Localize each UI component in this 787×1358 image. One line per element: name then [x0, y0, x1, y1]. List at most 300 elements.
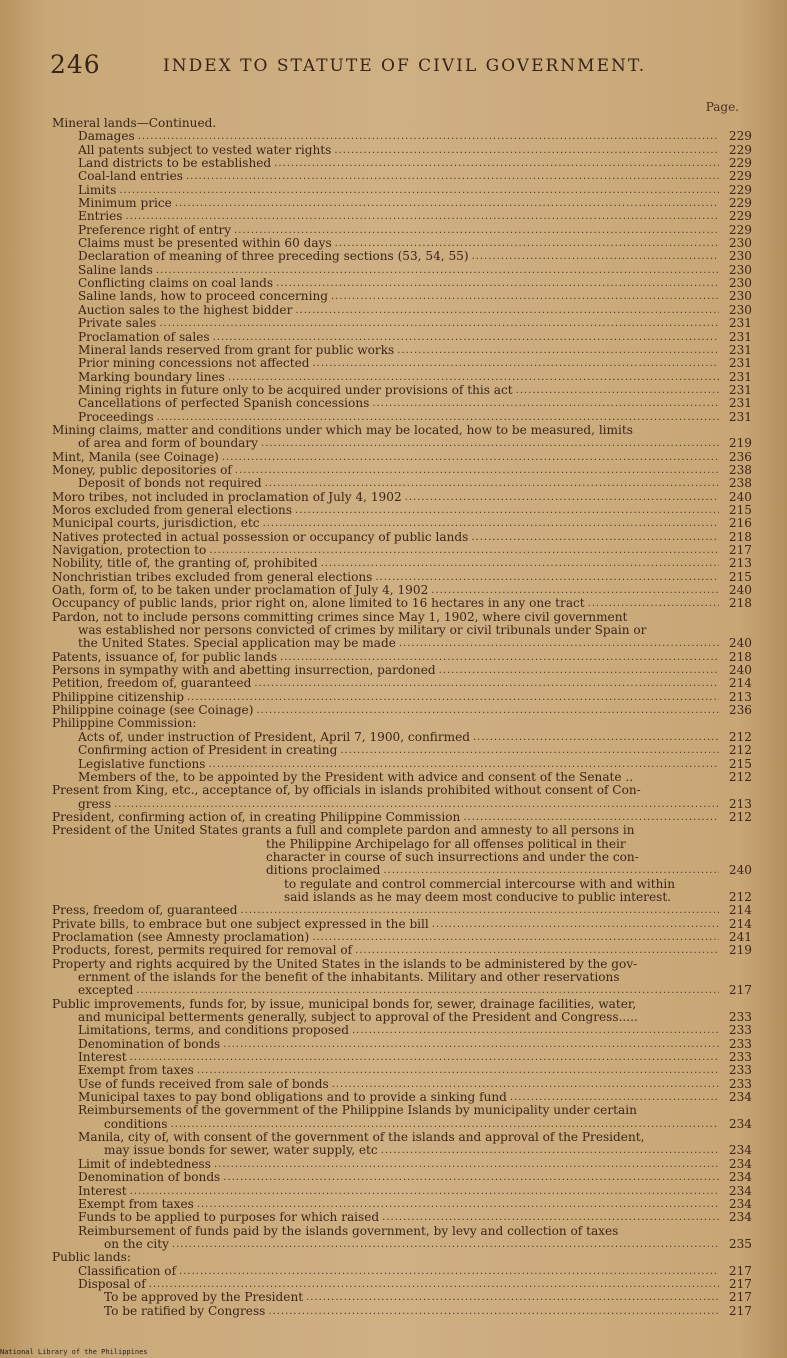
page-column-label: Page.: [705, 100, 739, 114]
index-entry: [52, 931, 752, 944]
index-entry: [52, 798, 752, 811]
entry-text: Philippine Commission:: [52, 716, 197, 731]
entry-text: Occupancy of public lands, prior right on, alone limited to 16 hectares in any one tract: [52, 596, 585, 611]
entry-text: Persons in sympathy with and abetting insurrection, pardoned: [52, 663, 436, 678]
page-title: INDEX TO STATUTE OF CIVIL GOVERNMENT.: [163, 56, 647, 76]
index-entry: [52, 717, 752, 730]
index-entry: [52, 504, 752, 517]
entry-text: Mining rights in future only to be acquired under provisions of this act: [78, 382, 513, 397]
index-entry: [52, 1144, 752, 1157]
entry-page-number: 230: [728, 249, 752, 264]
entry-page-number: 233: [728, 1036, 752, 1051]
entry-text: Conflicting claims on coal lands: [78, 276, 274, 291]
index-entry: [52, 1211, 752, 1224]
index-entry: [52, 304, 752, 317]
dot-leader: [197, 1064, 719, 1077]
entry-text: Funds to be applied to purposes for which raised: [78, 1210, 380, 1225]
entry-page-number: 234: [728, 1156, 752, 1171]
entry-page-number: 217: [728, 1276, 752, 1291]
entry-page-number: 217: [728, 983, 752, 998]
index-entry: [52, 1291, 752, 1304]
dot-leader: [149, 1278, 719, 1291]
entry-page-number: 217: [728, 1290, 752, 1305]
index-entry: [52, 1251, 752, 1264]
index-entry: [52, 744, 752, 757]
entry-page-number: 231: [728, 356, 752, 371]
entry-text: Limit of indebtedness: [78, 1156, 211, 1171]
index-entry: [52, 597, 752, 610]
index-entry: [52, 1185, 752, 1198]
entry-page-number: 229: [728, 129, 752, 144]
dot-leader: [399, 637, 719, 650]
index-entry: [52, 317, 752, 330]
entry-page-number: 230: [728, 262, 752, 277]
dot-leader: [372, 397, 719, 410]
entry-text: Damages: [78, 129, 135, 144]
entry-text: Present from King, etc., acceptance of, by officials in islands prohibited without consent of Con-: [52, 783, 641, 798]
entry-text: to regulate and control commercial intercourse with and within: [284, 876, 676, 891]
entry-page-number: 231: [728, 342, 752, 357]
entry-text: Prior mining concessions not affected: [78, 356, 310, 371]
dot-leader: [179, 1265, 719, 1278]
index-entry: [52, 651, 752, 664]
dot-leader: [276, 277, 719, 290]
entry-page-number: 240: [728, 583, 752, 598]
entry-text: Deposit of bonds not required: [78, 476, 262, 491]
entry-text: Patents, issuance of, for public lands: [52, 649, 278, 664]
entry-page-number: 218: [728, 596, 752, 611]
index-entry: [52, 1091, 752, 1104]
entry-text: Declaration of meaning of three preceding sections (53, 54, 55): [78, 249, 469, 264]
index-entry: [52, 1038, 752, 1051]
index-entry: [52, 984, 752, 997]
entry-text: Saline lands, how to proceed concerning: [78, 289, 328, 304]
dot-leader: [187, 691, 719, 704]
index-entry: [52, 571, 752, 584]
dot-leader: [222, 451, 719, 464]
entry-text: Philippine citizenship: [52, 689, 184, 704]
entry-page-number: 240: [728, 663, 752, 678]
index-entry: [52, 531, 752, 544]
entry-text: Exempt from taxes: [78, 1196, 194, 1211]
entry-page-number: 215: [728, 569, 752, 584]
entry-text: Proclamation of sales: [78, 329, 210, 344]
dot-leader: [472, 250, 719, 263]
entry-text: Interest: [78, 1050, 127, 1065]
dot-leader: [138, 130, 719, 143]
entry-text: Products, forest, permits required for removal of: [52, 943, 353, 958]
entry-text: Use of funds received from sale of bonds: [78, 1076, 329, 1091]
entry-page-number: 229: [728, 222, 752, 237]
entry-text: ditions proclaimed: [266, 863, 381, 878]
entry-page-number: 233: [728, 1010, 752, 1025]
dot-leader: [261, 437, 719, 450]
entry-page-number: 240: [728, 863, 752, 878]
entry-text: Property and rights acquired by the United States in the islands to be administered by the gov-: [52, 956, 638, 971]
index-entry: [52, 210, 752, 223]
index-entry: [52, 1158, 752, 1171]
entry-text: on the city: [104, 1236, 169, 1251]
index-entry: [52, 411, 752, 424]
dot-leader: [313, 357, 720, 370]
entry-text: Proceedings: [78, 409, 154, 424]
dot-leader: [197, 1198, 719, 1211]
dot-leader: [352, 1024, 719, 1037]
index-entry: [52, 237, 752, 250]
dot-leader: [256, 704, 719, 717]
dot-leader: [263, 517, 719, 530]
index-entry: [52, 958, 752, 971]
entry-page-number: 234: [728, 1170, 752, 1185]
entry-page-number: 231: [728, 409, 752, 424]
dot-leader: [235, 464, 719, 477]
index-entry: [52, 130, 752, 143]
entry-text: gress: [78, 796, 112, 811]
entry-text: Entries: [78, 209, 123, 224]
entry-text: Mineral lands reserved from grant for public works: [78, 342, 395, 357]
dot-leader: [254, 677, 719, 690]
entry-page-number: 234: [728, 1090, 752, 1105]
index-entry: [52, 344, 752, 357]
entry-page-number: 229: [728, 209, 752, 224]
entry-page-number: 212: [728, 809, 752, 824]
index-entry: [52, 357, 752, 370]
entry-page-number: 231: [728, 396, 752, 411]
index-entry: [52, 771, 752, 784]
dot-leader: [295, 504, 719, 517]
entry-text: Limitations, terms, and conditions proposed: [78, 1023, 349, 1038]
dot-leader: [405, 491, 719, 504]
index-entry: [52, 637, 752, 650]
entry-page-number: 218: [728, 529, 752, 544]
entry-page-number: 212: [728, 729, 752, 744]
dot-leader: [280, 651, 719, 664]
entry-page-number: 236: [728, 703, 752, 718]
entry-text: Manila, city of, with consent of the government of the islands and approval of the President,: [78, 1130, 645, 1145]
entry-text: Nonchristian tribes excluded from general elections: [52, 569, 373, 584]
index-entry: [52, 1238, 752, 1251]
dot-leader: [588, 597, 719, 610]
dot-leader: [439, 664, 719, 677]
entry-text: said islands as he may deem most conducive to public interest.: [284, 889, 672, 904]
index-entry: [52, 517, 752, 530]
dot-leader: [175, 197, 719, 210]
index-entry: [52, 1305, 752, 1318]
entry-text: Natives protected in actual possession or occupancy of public lands: [52, 529, 469, 544]
entry-page-number: 213: [728, 796, 752, 811]
entry-page-number: 213: [728, 689, 752, 704]
dot-leader: [234, 224, 719, 237]
entry-text: Coal-land entries: [78, 169, 183, 184]
entry-page-number: 230: [728, 276, 752, 291]
dot-leader: [334, 144, 719, 157]
dot-leader: [130, 1051, 719, 1064]
entry-page-number: 229: [728, 142, 752, 157]
entry-page-number: 238: [728, 476, 752, 491]
entry-text: Saline lands: [78, 262, 153, 277]
entry-page-number: 215: [728, 756, 752, 771]
index-entry: [52, 611, 752, 624]
entry-text: Legislative functions: [78, 756, 206, 771]
index-entry: [52, 1051, 752, 1064]
dot-leader: [170, 1118, 719, 1131]
entry-text: Reimbursement of funds paid by the islands government, by levy and collection of taxes: [78, 1223, 619, 1238]
entry-text: Exempt from taxes: [78, 1063, 194, 1078]
entry-text: conditions: [104, 1116, 168, 1131]
dot-leader: [208, 758, 719, 771]
entry-page-number: 234: [728, 1210, 752, 1225]
entry-page-number: 218: [728, 649, 752, 664]
index-entry: [52, 1225, 752, 1238]
entry-text: and municipal betterments generally, subject to approval of the President and Congress.....: [78, 1010, 638, 1025]
index-entry: [52, 864, 752, 877]
entry-page-number: 216: [728, 516, 752, 531]
dot-leader: [172, 1238, 719, 1251]
dot-leader: [306, 1291, 719, 1304]
entry-text: Public improvements, funds for, by issue, municipal bonds for, sewer, drainage facilities, water,: [52, 996, 637, 1011]
index-entry: [52, 557, 752, 570]
index-entry: [52, 331, 752, 344]
dot-leader: [431, 584, 719, 597]
index-entry: [52, 1011, 752, 1024]
entry-text: Petition, freedom of, guaranteed: [52, 676, 252, 691]
dot-leader: [136, 984, 719, 997]
index-entry: [52, 197, 752, 210]
index-entry: [52, 891, 752, 904]
entry-text: Land districts to be established: [78, 156, 272, 171]
entry-text: Classification of: [78, 1263, 177, 1278]
entry-page-number: 231: [728, 369, 752, 384]
index-entry: [52, 144, 752, 157]
index-entry: [52, 117, 752, 130]
entry-text: Moros excluded from general elections: [52, 502, 293, 517]
entry-text: Denomination of bonds: [78, 1170, 221, 1185]
entry-text: of area and form of boundary: [78, 436, 259, 451]
entry-text: Preference right of entry: [78, 222, 232, 237]
dot-leader: [463, 811, 719, 824]
entry-page-number: 231: [728, 329, 752, 344]
dot-leader: [397, 344, 719, 357]
entry-text: To be approved by the President: [104, 1290, 304, 1305]
index-entry: [52, 1118, 752, 1131]
entry-text: Members of the, to be appointed by the President with advice and consent of the Senate ..: [78, 769, 634, 784]
index-entry: [52, 184, 752, 197]
dot-leader: [126, 210, 720, 223]
dot-leader: [510, 1091, 719, 1104]
index-entry: [52, 371, 752, 384]
page-number: 246: [50, 50, 101, 79]
dot-leader: [130, 1185, 719, 1198]
index-entry: [52, 851, 752, 864]
index-entry: [52, 424, 752, 437]
dot-leader: [471, 531, 719, 544]
entry-text: Minimum price: [78, 196, 172, 211]
entry-page-number: 229: [728, 182, 752, 197]
index-entry: [52, 491, 752, 504]
entry-text: the United States. Special application may be made: [78, 636, 396, 651]
dot-leader: [274, 157, 719, 170]
dot-leader: [383, 864, 719, 877]
entry-text: may issue bonds for sewer, water supply, etc: [104, 1143, 378, 1158]
entry-page-number: 219: [728, 943, 752, 958]
dot-leader: [382, 1211, 719, 1224]
entry-page-number: 236: [728, 449, 752, 464]
entry-page-number: 234: [728, 1116, 752, 1131]
index-entry: [52, 1104, 752, 1117]
dot-leader: [473, 731, 719, 744]
index-entry: [52, 584, 752, 597]
index-entry: [52, 1024, 752, 1037]
dot-leader: [223, 1171, 719, 1184]
entry-page-number: 234: [728, 1183, 752, 1198]
entry-page-number: 217: [728, 1303, 752, 1318]
entry-page-number: 215: [728, 502, 752, 517]
index-entry: [52, 664, 752, 677]
index-entry: [52, 998, 752, 1011]
index-entry: [52, 224, 752, 237]
dot-leader: [114, 798, 719, 811]
entry-text: Municipal taxes to pay bond obligations and to provide a sinking fund: [78, 1090, 507, 1105]
index-entry: [52, 290, 752, 303]
entry-page-number: 233: [728, 1076, 752, 1091]
index-entry: [52, 1171, 752, 1184]
entry-text: Confirming action of President in creating: [78, 743, 338, 758]
entry-page-number: 238: [728, 462, 752, 477]
entry-page-number: 229: [728, 156, 752, 171]
entry-page-number: 240: [728, 489, 752, 504]
index-entry: [52, 944, 752, 957]
footer-credit: National Library of the Philippines: [0, 1348, 148, 1356]
entry-text: Cancellations of perfected Spanish concessions: [78, 396, 370, 411]
index-entry: [52, 157, 752, 170]
dot-leader: [119, 184, 719, 197]
dot-leader: [321, 557, 719, 570]
dot-leader: [156, 264, 719, 277]
dot-leader: [340, 744, 719, 757]
entry-page-number: 212: [728, 889, 752, 904]
index-entry: [52, 824, 752, 837]
index-entry: [52, 1278, 752, 1291]
dot-leader: [516, 384, 719, 397]
entry-text: Public lands:: [52, 1250, 131, 1265]
dot-leader: [312, 931, 719, 944]
index-entry: [52, 264, 752, 277]
entry-page-number: 217: [728, 543, 752, 557]
index-entry: [52, 1131, 752, 1144]
index-entry: [52, 277, 752, 290]
entry-page-number: 229: [728, 169, 752, 184]
index-entry: [52, 811, 752, 824]
entry-text: Interest: [78, 1183, 127, 1198]
entry-page-number: 214: [728, 676, 752, 691]
dot-leader: [214, 1158, 719, 1171]
index-entry: [52, 758, 752, 771]
dot-leader: [241, 904, 719, 917]
dot-leader: [432, 918, 719, 931]
entry-text: Pardon, not to include persons committing crimes since May 1, 1902, where civil government: [52, 609, 628, 624]
entry-text: Oath, form of, to be taken under proclamation of July 4, 1902: [52, 583, 429, 598]
index-entries: [52, 117, 752, 1318]
entry-page-number: 235: [728, 1236, 752, 1251]
entry-page-number: 230: [728, 236, 752, 251]
index-entry: [52, 838, 752, 851]
entry-text: Proclamation (see Amnesty proclamation): [52, 929, 310, 944]
index-entry: [52, 250, 752, 263]
index-entry: [52, 878, 752, 891]
dot-leader: [159, 317, 719, 330]
dot-leader: [228, 371, 719, 384]
entry-text: excepted: [78, 983, 134, 998]
index-entry: [52, 1064, 752, 1077]
entry-text: was established nor persons convicted of crimes by military or civil tribunals under Spain or: [78, 623, 647, 638]
dot-leader: [355, 944, 719, 957]
index-entry: [52, 451, 752, 464]
entry-page-number: 229: [728, 196, 752, 211]
dot-leader: [332, 1078, 719, 1091]
index-entry: [52, 918, 752, 931]
index-entry: [52, 904, 752, 917]
entry-text: Private sales: [78, 316, 157, 331]
index-entry: [52, 1265, 752, 1278]
index-entry: [52, 704, 752, 717]
entry-text: Disposal of: [78, 1276, 146, 1291]
index-entry: [52, 1078, 752, 1091]
entry-text: Municipal courts, jurisdiction, etc: [52, 516, 260, 531]
entry-text: ernment of the islands for the benefit of the inhabitants. Military and other reservations: [78, 970, 620, 984]
dot-leader: [331, 290, 719, 303]
index-entry: [52, 437, 752, 450]
entry-page-number: 212: [728, 743, 752, 758]
entry-text: Claims must be presented within 60 days: [78, 236, 332, 251]
entry-page-number: 212: [728, 769, 752, 784]
dot-leader: [265, 477, 719, 490]
entry-text: Limits: [78, 182, 117, 197]
dot-leader: [268, 1305, 719, 1318]
entry-page-number: 231: [728, 316, 752, 331]
index-entry: [52, 691, 752, 704]
index-entry: [52, 397, 752, 410]
entry-text: Denomination of bonds: [78, 1036, 221, 1051]
entry-page-number: 217: [728, 1263, 752, 1278]
entry-page-number: 219: [728, 436, 752, 451]
entry-text: Mineral lands—Continued.: [52, 116, 217, 130]
dot-leader: [381, 1144, 719, 1157]
entry-page-number: 233: [728, 1023, 752, 1038]
dot-leader: [375, 571, 719, 584]
index-entry: [52, 677, 752, 690]
entry-page-number: 214: [728, 916, 752, 931]
entry-text: the Philippine Archipelago for all offenses political in their: [266, 836, 626, 851]
entry-text: Navigation, protection to: [52, 543, 207, 557]
entry-page-number: 240: [728, 636, 752, 651]
entry-text: All patents subject to vested water rights: [78, 142, 332, 157]
entry-text: To be ratified by Congress: [104, 1303, 266, 1318]
entry-text: Nobility, title of, the granting of, prohibited: [52, 556, 318, 571]
entry-text: Reimbursements of the government of the Philippine Islands by municipality under certain: [78, 1103, 637, 1118]
entry-page-number: 234: [728, 1143, 752, 1158]
entry-page-number: 213: [728, 556, 752, 571]
entry-page-number: 233: [728, 1063, 752, 1078]
entry-text: Philippine coinage (see Coinage): [52, 703, 254, 718]
index-entry: [52, 464, 752, 477]
dot-leader: [223, 1038, 719, 1051]
entry-page-number: 241: [728, 929, 752, 944]
index-entry: [52, 170, 752, 183]
entry-text: Private bills, to embrace but one subject expressed in the bill: [52, 916, 429, 931]
entry-text: Marking boundary lines: [78, 369, 225, 384]
index-entry: [52, 384, 752, 397]
entry-text: Acts of, under instruction of President, April 7, 1900, confirmed: [78, 729, 470, 744]
